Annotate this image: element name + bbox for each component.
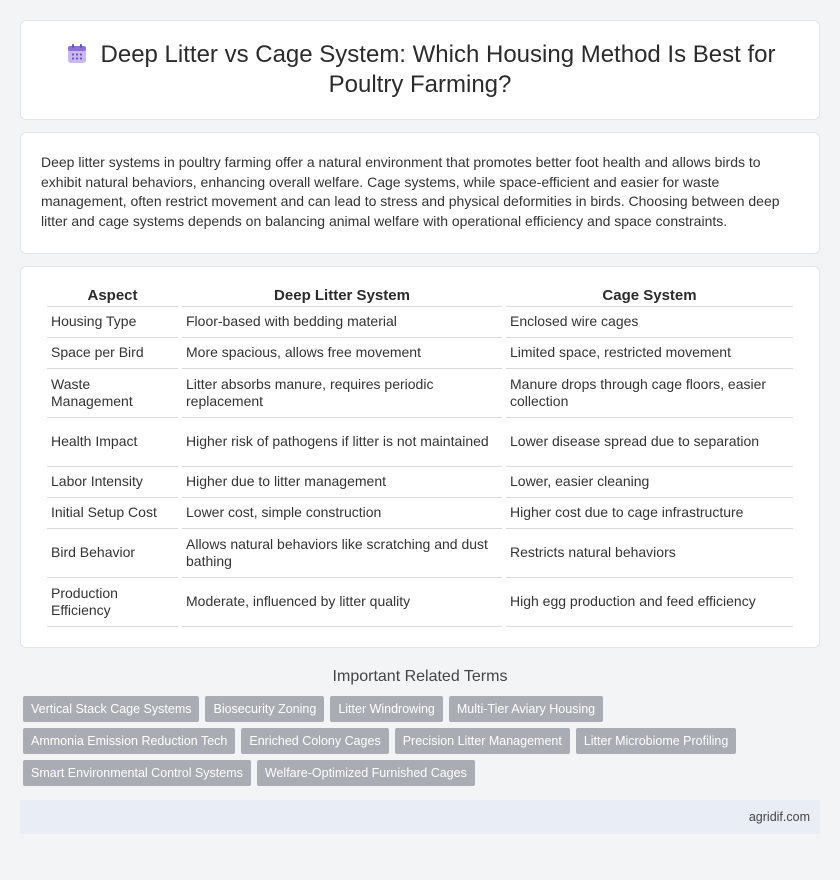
calendar-icon <box>65 42 89 66</box>
table-row <box>47 338 793 369</box>
footer <box>20 800 820 834</box>
cell-aspect: Labor Intensity <box>47 467 178 498</box>
cell-deep-litter: Floor-based with bedding material <box>182 307 502 338</box>
comparison-table <box>43 281 797 627</box>
related-term-tag[interactable]: Multi-Tier Aviary Housing <box>449 696 603 722</box>
cell-aspect: Production Efficiency <box>47 578 178 627</box>
cell-cage: Lower disease spread due to separation <box>506 418 793 467</box>
related-term-tag[interactable]: Enriched Colony Cages <box>241 728 388 754</box>
cell-aspect: Housing Type <box>47 307 178 338</box>
title-card <box>20 20 820 120</box>
cell-cage: Restricts natural behaviors <box>506 529 793 578</box>
cell-deep-litter: Litter absorbs manure, requires periodic replacement <box>182 369 502 418</box>
cell-deep-litter: Moderate, influenced by litter quality <box>182 578 502 627</box>
cell-aspect: Bird Behavior <box>47 529 178 578</box>
related-term-tag[interactable]: Litter Windrowing <box>330 696 443 722</box>
cell-deep-litter: Higher risk of pathogens if litter is not maintained <box>182 418 502 467</box>
header-aspect: Aspect <box>47 281 178 307</box>
cell-deep-litter: More spacious, allows free movement <box>182 338 502 369</box>
header-cage: Cage System <box>506 281 793 307</box>
cell-deep-litter: Allows natural behaviors like scratching and dust bathing <box>182 529 502 578</box>
cell-cage: Limited space, restricted movement <box>506 338 793 369</box>
table-row <box>47 418 793 467</box>
related-term-tag[interactable]: Litter Microbiome Profiling <box>576 728 737 754</box>
cell-aspect: Health Impact <box>47 418 178 467</box>
cell-cage: Lower, easier cleaning <box>506 467 793 498</box>
page-title-text: Deep Litter vs Cage System: Which Housing Method Is Best for Poultry Farming? <box>100 41 776 98</box>
table-row <box>47 498 793 529</box>
related-term-tag[interactable]: Vertical Stack Cage Systems <box>23 696 199 722</box>
related-term-tag[interactable]: Smart Environmental Control Systems <box>23 760 251 786</box>
table-header-row <box>47 281 793 307</box>
table-row <box>47 307 793 338</box>
cell-cage: Higher cost due to cage infrastructure <box>506 498 793 529</box>
cell-cage: Enclosed wire cages <box>506 307 793 338</box>
footer-site-link[interactable]: agridif.com <box>748 810 810 824</box>
related-term-tag[interactable]: Welfare-Optimized Furnished Cages <box>257 760 475 786</box>
cell-deep-litter: Higher due to litter management <box>182 467 502 498</box>
table-row <box>47 467 793 498</box>
header-deep-litter: Deep Litter System <box>182 281 502 307</box>
cell-cage: High egg production and feed efficiency <box>506 578 793 627</box>
related-terms-title: Important Related Terms <box>332 668 508 685</box>
table-row <box>47 578 793 627</box>
cell-aspect: Initial Setup Cost <box>47 498 178 529</box>
cell-deep-litter: Lower cost, simple construction <box>182 498 502 529</box>
intro-paragraph: Deep litter systems in poultry farming offer a natural environment that promotes better foot health and allows birds to exhibit natural behaviors, enhancing overall welfare. Cage systems, while space-efficient and easier for waste management, often restrict movement and can lead to stress and physical deformities in birds. Choosing between deep litter and cage systems depends on balancing animal welfare with operational efficiency and space constraints. <box>41 154 780 229</box>
related-term-tag[interactable]: Ammonia Emission Reduction Tech <box>23 728 235 754</box>
page-title <box>61 40 779 100</box>
cell-aspect: Waste Management <box>47 369 178 418</box>
related-term-tag[interactable]: Precision Litter Management <box>395 728 570 754</box>
table-row <box>47 369 793 418</box>
cell-cage: Manure drops through cage floors, easier collection <box>506 369 793 418</box>
related-terms-list <box>20 696 820 786</box>
intro-card <box>20 132 820 254</box>
cell-aspect: Space per Bird <box>47 338 178 369</box>
related-term-tag[interactable]: Biosecurity Zoning <box>205 696 324 722</box>
comparison-card <box>20 266 820 648</box>
table-row <box>47 529 793 578</box>
